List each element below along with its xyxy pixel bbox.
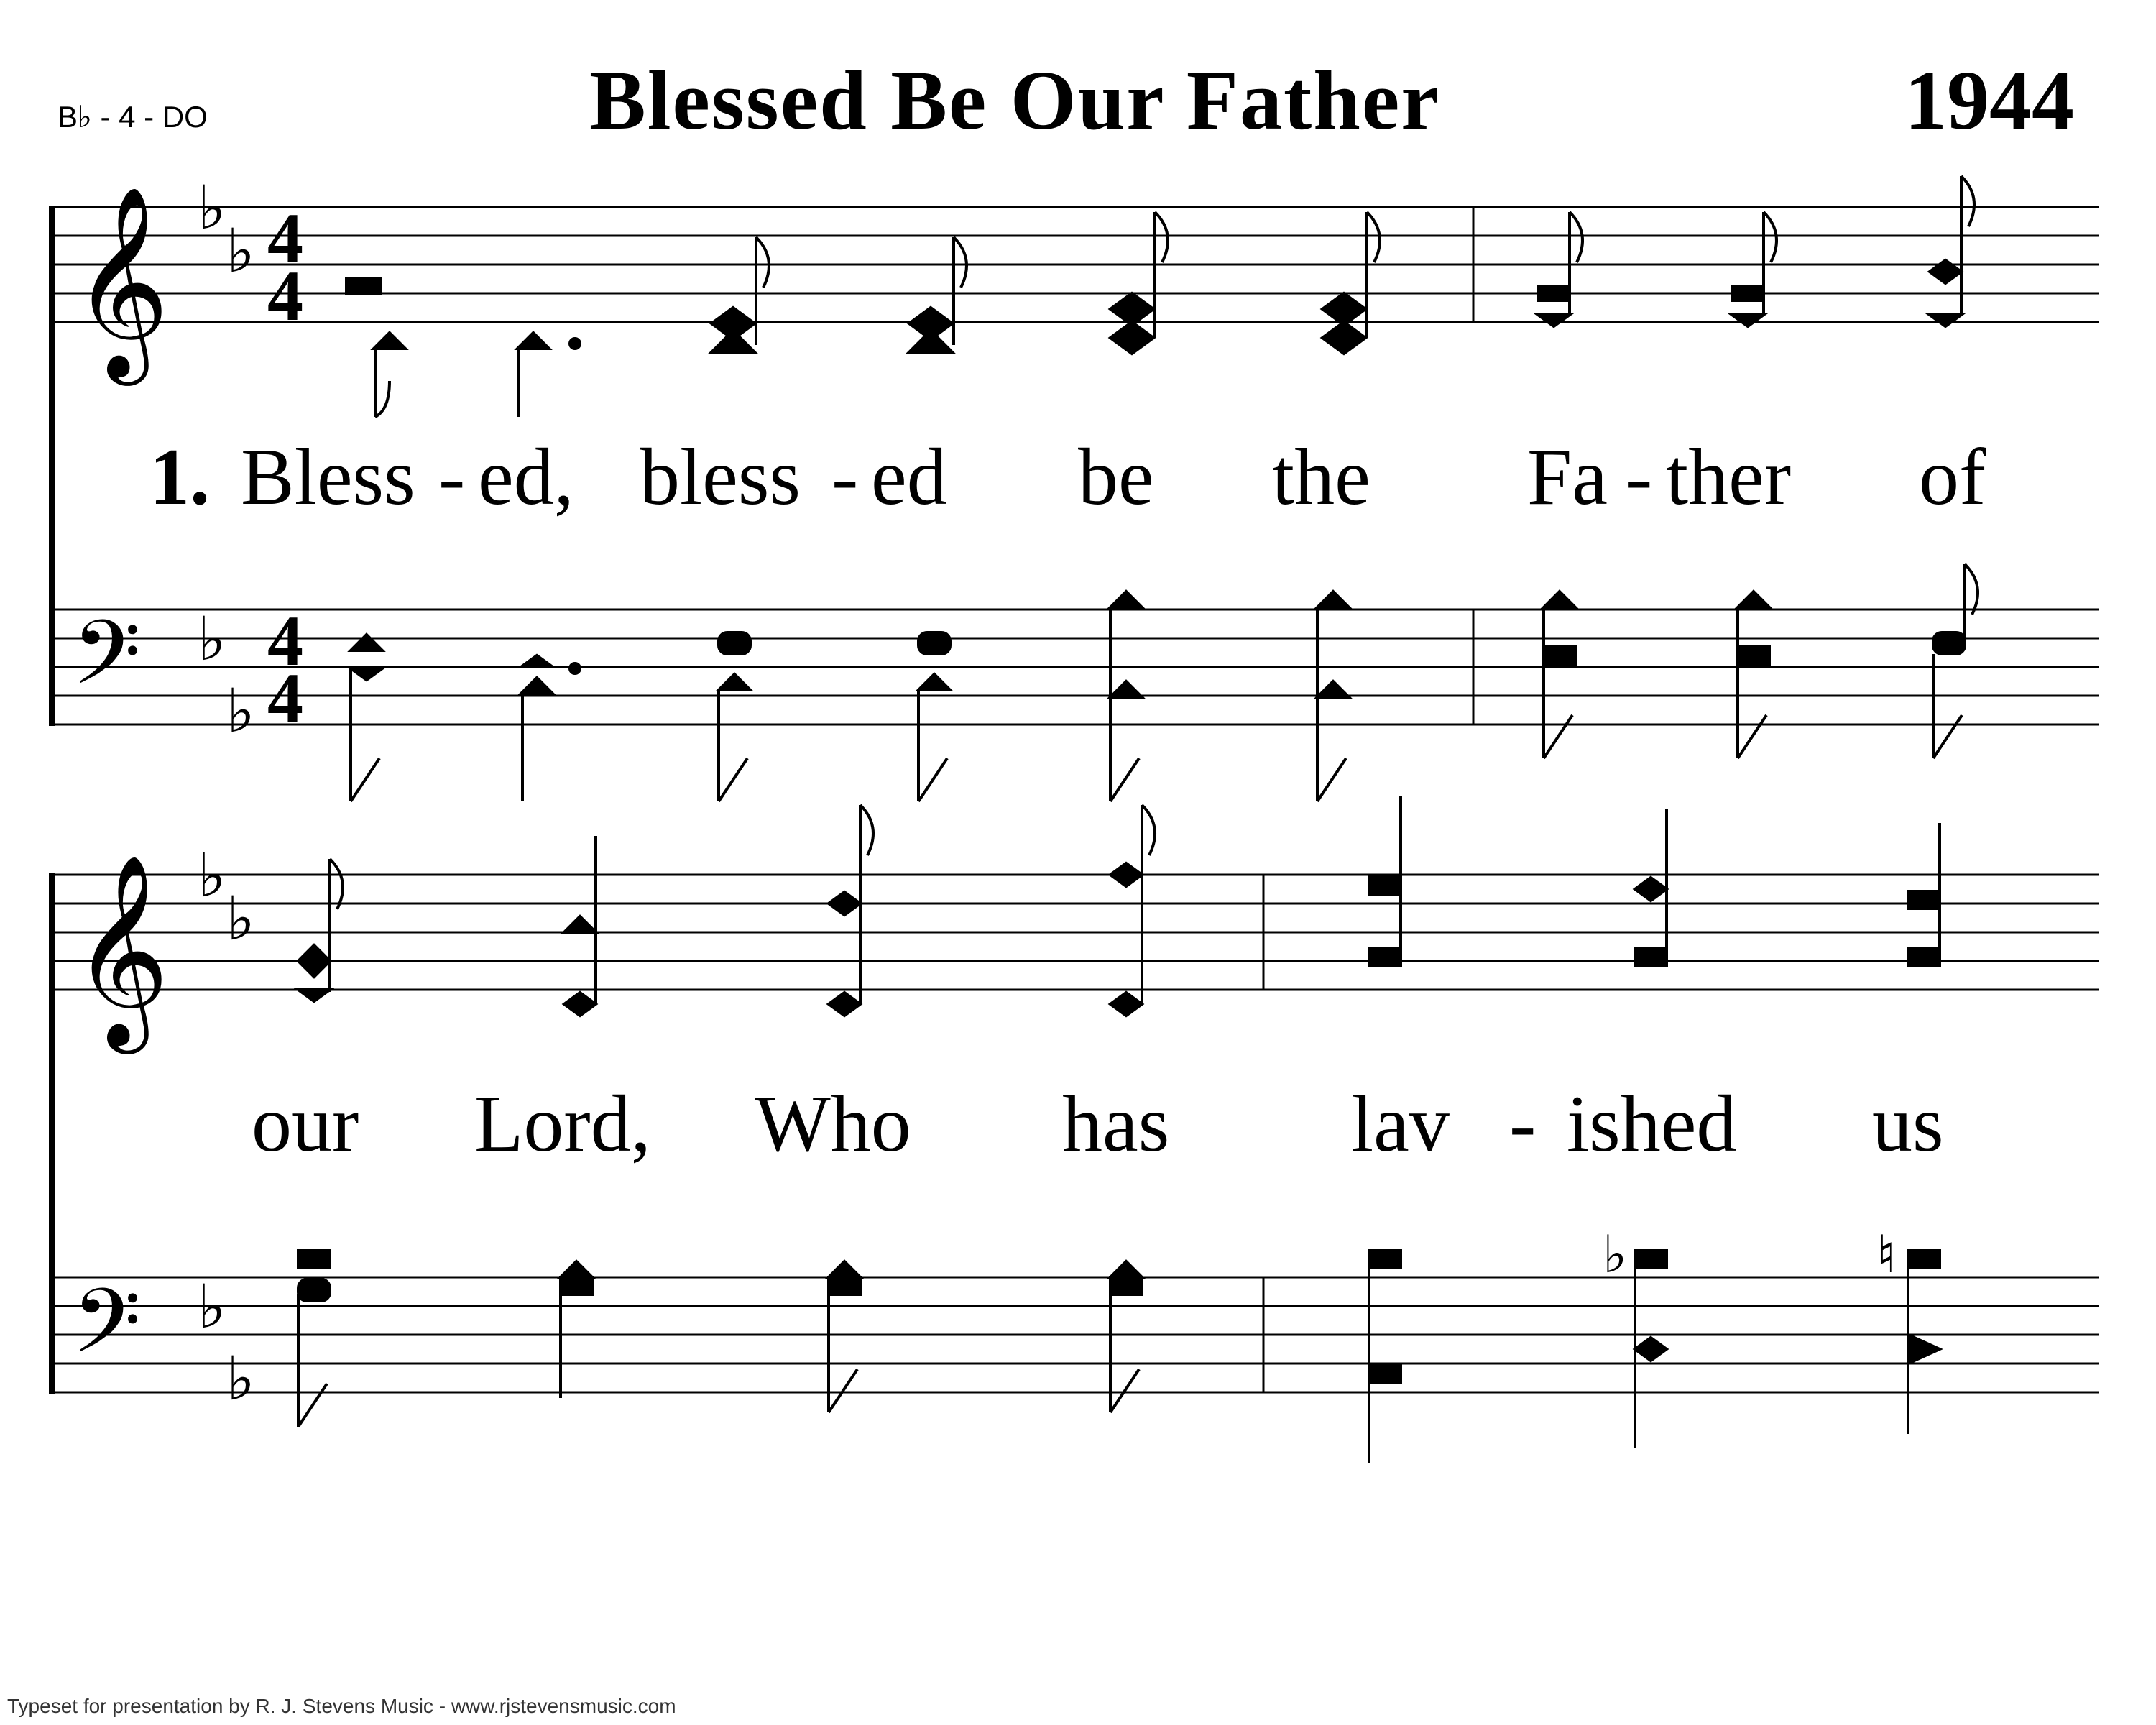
note-head — [374, 333, 405, 349]
treble-notes-2 — [298, 796, 1940, 1016]
treble-clef-icon: 𝄞 — [72, 185, 170, 377]
flat-icon: ♭ — [198, 840, 226, 911]
treble-staff-1 — [50, 207, 2099, 322]
flat-icon: ♭ — [226, 216, 255, 286]
bass-clef-icon: 𝄢 — [72, 1270, 142, 1395]
lyric-hyphen: - — [1509, 1080, 1537, 1169]
treble-staff-2 — [50, 875, 2099, 990]
flat-icon: ♭ — [198, 172, 226, 243]
lyric-hyphen: - — [1626, 433, 1653, 522]
lyric-syllable: our — [252, 1080, 359, 1169]
bass-notes-2 — [298, 1251, 1940, 1463]
half-rest — [346, 279, 381, 293]
typesetter-credit: Typeset for presentation by R. J. Stevens Music - www.rjstevensmusic.com — [7, 1695, 676, 1717]
lyric-syllable: ther — [1666, 433, 1792, 522]
natural-icon: ♮ — [1877, 1224, 1896, 1284]
lyric-hyphen: - — [438, 433, 466, 522]
lyric-syllable: of — [1919, 433, 1986, 522]
lyric-syllable: ed — [871, 433, 947, 522]
flat-icon: ♭ — [1603, 1224, 1627, 1284]
lyric-syllable: Lord, — [474, 1080, 651, 1169]
hymn-number: 1944 — [1904, 53, 2074, 147]
lyric-syllable: be — [1078, 433, 1154, 522]
lyric-syllable: ed, — [478, 433, 574, 522]
lyric-syllable: ished — [1567, 1080, 1737, 1169]
lyric-syllable: Bless — [241, 433, 415, 522]
flat-icon: ♭ — [198, 1271, 226, 1342]
time-signature-denominator: 4 — [267, 658, 303, 738]
key-signature-label: B♭ - 4 - DO — [57, 100, 208, 134]
lyric-syllable: us — [1872, 1080, 1944, 1169]
hymn-title: Blessed Be Our Father — [589, 53, 1440, 147]
time-signature-numerator: 4 — [267, 601, 303, 681]
lyric-syllable: bless — [640, 433, 801, 522]
lyric-hyphen: - — [831, 433, 859, 522]
flat-icon: ♭ — [226, 676, 255, 746]
bass-notes-1 — [351, 564, 1978, 801]
time-signature-numerator: 4 — [267, 198, 303, 278]
lyric-syllable: Who — [755, 1080, 911, 1169]
flat-icon: ♭ — [226, 883, 255, 954]
flat-icon: ♭ — [226, 1343, 255, 1414]
time-signature-denominator: 4 — [267, 256, 303, 336]
treble-notes-1 — [346, 176, 1974, 417]
lyric-syllable: Fa — [1527, 433, 1608, 522]
flat-icon: ♭ — [198, 604, 226, 674]
lyric-syllable: the — [1272, 433, 1370, 522]
verse-number: 1. — [149, 433, 210, 522]
bass-clef-icon: 𝄢 — [72, 602, 142, 727]
treble-clef-icon: 𝄞 — [72, 854, 170, 1046]
lyric-syllable: lav — [1351, 1080, 1450, 1169]
lyric-syllable: has — [1062, 1080, 1170, 1169]
bass-staff-2 — [50, 1277, 2099, 1392]
